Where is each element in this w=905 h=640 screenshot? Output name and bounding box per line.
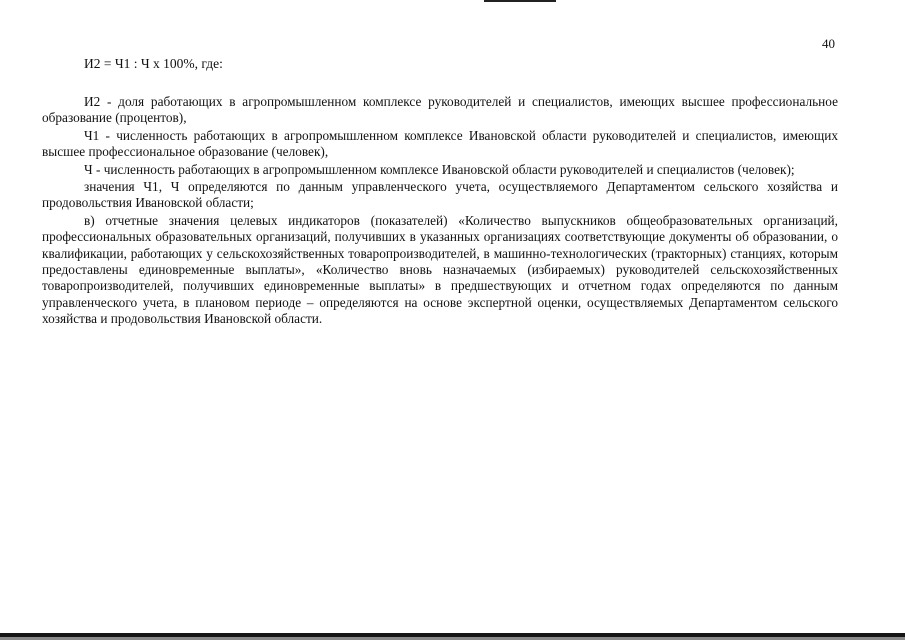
paragraph-i2-definition: И2 - доля работающих в агропромышленном комплексе руководителей и специалистов, имеющих высшее профессиональное образование (процентов), — [42, 94, 838, 126]
paragraph-ch1-definition: Ч1 - численность работающих в агропромышленном комплексе Ивановской области руководителей и специалистов, имеющих высшее профессиональное образование (человек), — [42, 127, 838, 160]
formula-line: И2 = Ч1 : Ч х 100%, где: — [84, 56, 223, 71]
paragraph-item-v: в) отчетные значения целевых индикаторов (показателей) «Количество выпускников общеобразовательных организаций, профессиональных образовательных организаций, получивших в указанных организациях соответствующие документы об образовании, о квалификации, работающих у сельскохозяйственных товаропроизводителей, в машинно-технологических (тракторных) станциях, которым предоставлены единовременные выплаты», «Количество вновь назначаемых (избираемых) руководителей сельскохозяйственных товаропроизводителей, получивших единовременные выплаты» в предшествующих и отчетном годах определяются по данным управленческого учета, в плановом периоде – определяются на основе экспертной оценки, осуществляемых Департаментом сельского хозяйства и продовольствия Ивановской области. — [42, 212, 838, 327]
paragraph-data-source: значения Ч1, Ч определяются по данным управленческого учета, осуществляемого Департаментом сельского хозяйства и продовольствия Ивановской области; — [42, 179, 838, 211]
page-number: 40 — [822, 36, 835, 51]
document-body — [42, 94, 838, 329]
top-scan-rule — [484, 0, 556, 2]
paragraph-ch-definition: Ч - численность работающих в агропромышленном комплексе Ивановской области руководителей и специалистов (человек); — [84, 161, 795, 177]
